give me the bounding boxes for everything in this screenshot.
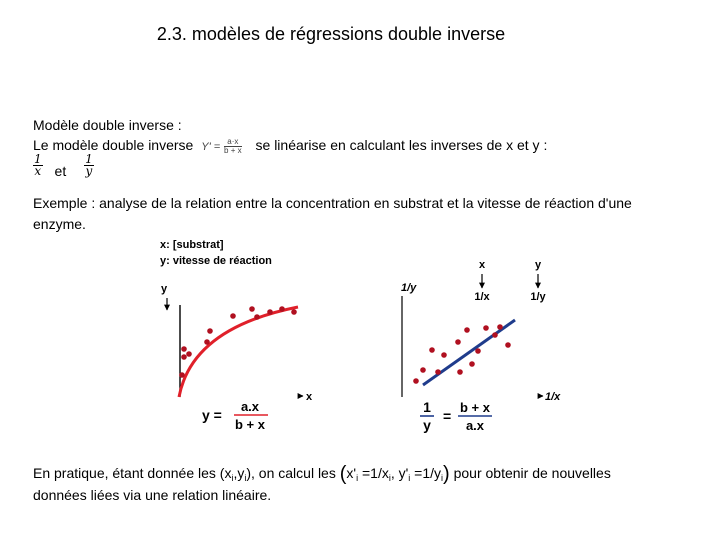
inverse-x-fraction [33, 154, 43, 177]
left-point [249, 306, 255, 312]
inverse-x-denominator: x [34, 164, 42, 178]
section-heading: Modèle double inverse : [33, 117, 182, 133]
left-point [230, 313, 236, 319]
footer-part5: =1/x [358, 465, 389, 481]
right-eq-equals: = [443, 408, 452, 424]
left-data-points [179, 306, 297, 378]
right-eq-denominator: a.x [465, 418, 485, 433]
right-data-points [413, 324, 511, 384]
left-point [186, 351, 192, 357]
right-point [457, 369, 463, 375]
footer-part6: , y' [390, 465, 409, 481]
footer-part2: ,y [233, 465, 245, 481]
transform-labels [474, 259, 546, 303]
example-paragraph [33, 193, 673, 235]
right-point [492, 332, 498, 338]
model-line-prefix: Le modèle double inverse [33, 137, 194, 154]
model-formula-lhs: Y' = [201, 141, 221, 153]
footer-part3: ), on calcul les [246, 465, 340, 481]
transform-x-from: x [478, 259, 486, 271]
right-point [455, 339, 461, 345]
transform-x-to: 1/x [474, 291, 490, 303]
transform-y-from: y [534, 259, 542, 271]
left-point [181, 354, 187, 360]
right-point [413, 378, 419, 384]
footer-part7: =1/y [410, 465, 442, 481]
hyperbolic-curve [179, 307, 298, 397]
right-point [497, 324, 503, 330]
right-point [469, 361, 475, 367]
inverse-x-numerator: 1 [34, 152, 42, 166]
inverse-y-numerator: 1 [85, 152, 93, 166]
model-formula-denominator: b + x [224, 145, 242, 155]
right-point [420, 367, 426, 373]
footer-sub-5: i [408, 473, 411, 483]
footer-sub-4: i [388, 473, 391, 483]
legend-x: x: [substrat] [160, 239, 224, 251]
example-text: analyse de la relation entre la concentration en substrat et la vitesse de réaction d'une enzyme. [33, 195, 632, 232]
footer-paren-close: ) [443, 463, 450, 485]
right-equation [420, 399, 492, 433]
and-word: et [54, 163, 67, 180]
regression-figure [140, 232, 580, 438]
right-eq-numerator: b + x [460, 400, 490, 415]
inverse-y-denominator: y [85, 164, 93, 178]
right-axis-y-label: 1/y [401, 282, 417, 294]
model-line [33, 136, 547, 157]
example-label: Exemple : [33, 195, 96, 211]
left-point [207, 328, 213, 334]
footer-line-2: données liées via une relation linéaire. [33, 487, 272, 503]
right-eq-lhs-numerator: 1 [423, 399, 431, 415]
left-point [181, 346, 187, 352]
right-eq-lhs-denominator: y [423, 417, 431, 433]
right-point [435, 369, 441, 375]
footer-sub-1: i [231, 473, 234, 483]
right-point [475, 348, 481, 354]
left-eq-numerator: a.x [240, 399, 260, 414]
footer-line-1 [33, 464, 611, 488]
left-point [267, 309, 273, 315]
page-title: 2.3. modèles de régressions double inverse [156, 24, 506, 44]
right-point [429, 347, 435, 353]
footer-paren-open: ( [339, 463, 347, 485]
left-eq-lhs: y = [202, 407, 222, 423]
right-axis-x-label: 1/x [545, 391, 561, 403]
model-formula-image [201, 136, 241, 157]
right-point [464, 327, 470, 333]
footer-sub-3: i [356, 473, 359, 483]
model-line-suffix: se linéarise en calculant les inverses de x et y : [255, 137, 548, 154]
inverse-line [33, 154, 94, 179]
footer-sub-2: i [244, 473, 247, 483]
left-axis-y-label: y [161, 283, 168, 295]
transform-y-to: 1/y [530, 291, 546, 303]
footer-part4: x' [346, 465, 357, 481]
left-eq-denominator: b + x [235, 417, 265, 432]
right-plot [401, 282, 561, 433]
right-point [505, 342, 511, 348]
legend-y: y: vitesse de réaction [160, 255, 272, 267]
right-point [441, 352, 447, 358]
left-equation [202, 399, 268, 432]
left-point [254, 314, 260, 320]
footer-part1: En pratique, étant donnée les (x [33, 465, 232, 481]
model-formula-fraction [224, 138, 242, 155]
inverse-y-fraction [84, 154, 94, 177]
model-formula-numerator: a·x [224, 138, 242, 147]
left-point [279, 306, 285, 312]
left-point [204, 339, 210, 345]
left-axis-x-label: x [306, 391, 313, 403]
footer-sub-6: i [441, 473, 444, 483]
right-point [483, 325, 489, 331]
left-point [291, 309, 297, 315]
left-point [179, 372, 185, 378]
left-plot [161, 283, 313, 432]
footer-part8: pour obtenir de nouvelles [449, 465, 611, 481]
